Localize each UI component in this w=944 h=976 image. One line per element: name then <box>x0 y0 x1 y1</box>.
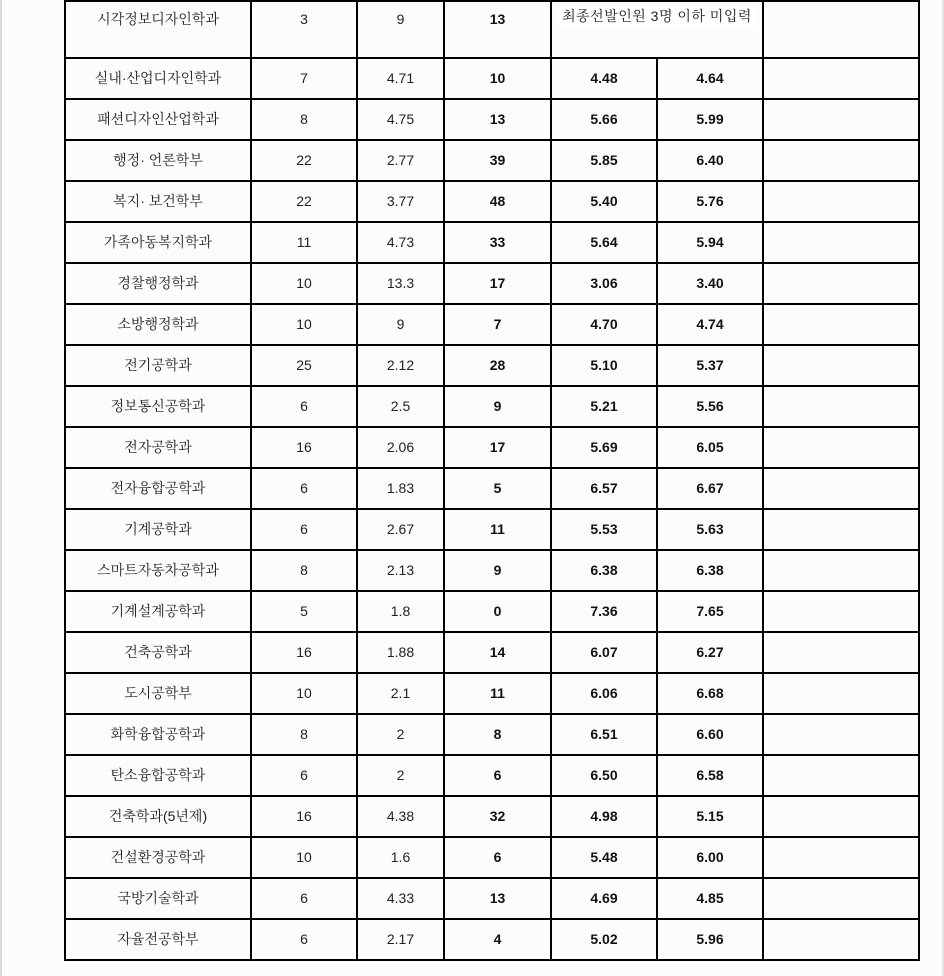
competition-ratio-cell: 2 <box>357 755 444 796</box>
remark-cell <box>763 673 919 714</box>
competition-ratio-cell: 4.73 <box>357 222 444 263</box>
remark-cell <box>763 714 919 755</box>
cutoff-grade-cell: 6.05 <box>657 427 763 468</box>
quota-cell: 11 <box>251 222 357 263</box>
cutoff-grade-cell: 6.27 <box>657 632 763 673</box>
table-row <box>65 99 919 140</box>
quota-cell: 5 <box>251 591 357 632</box>
table-body <box>65 1 919 960</box>
cutoff-grade-cell: 3.40 <box>657 263 763 304</box>
average-grade-cell: 4.98 <box>551 796 657 837</box>
cutoff-grade-cell: 6.67 <box>657 468 763 509</box>
cutoff-grade-cell: 6.00 <box>657 837 763 878</box>
average-grade-cell: 4.70 <box>551 304 657 345</box>
average-grade-cell: 5.69 <box>551 427 657 468</box>
table-row <box>65 468 919 509</box>
quota-cell: 6 <box>251 755 357 796</box>
average-grade-cell: 3.06 <box>551 263 657 304</box>
rank-cell: 28 <box>444 345 551 386</box>
department-name: 국방기술학과 <box>65 878 251 919</box>
quota-cell: 8 <box>251 714 357 755</box>
cutoff-grade-cell: 6.38 <box>657 550 763 591</box>
cutoff-grade-cell: 6.68 <box>657 673 763 714</box>
department-name: 자율전공학부 <box>65 919 251 960</box>
department-name: 가족아동복지학과 <box>65 222 251 263</box>
department-name: 탄소융합공학과 <box>65 755 251 796</box>
competition-ratio-cell: 4.75 <box>357 99 444 140</box>
table-row <box>65 263 919 304</box>
department-name: 행정· 언론학부 <box>65 140 251 181</box>
department-name: 전자공학과 <box>65 427 251 468</box>
cutoff-grade-cell: 4.64 <box>657 58 763 99</box>
quota-cell: 6 <box>251 386 357 427</box>
cutoff-grade-cell: 5.99 <box>657 99 763 140</box>
rank-cell: 39 <box>444 140 551 181</box>
table-row <box>65 673 919 714</box>
rank-cell: 48 <box>444 181 551 222</box>
cutoff-grade-cell: 4.85 <box>657 878 763 919</box>
competition-ratio-cell: 2.67 <box>357 509 444 550</box>
rank-cell: 0 <box>444 591 551 632</box>
table-row <box>65 550 919 591</box>
rank-cell: 32 <box>444 796 551 837</box>
department-name: 전기공학과 <box>65 345 251 386</box>
average-grade-cell: 5.10 <box>551 345 657 386</box>
rank-cell: 11 <box>444 673 551 714</box>
rank-cell: 8 <box>444 714 551 755</box>
table-row <box>65 919 919 960</box>
department-name: 소방행정학과 <box>65 304 251 345</box>
remark-cell <box>763 632 919 673</box>
table-row <box>65 181 919 222</box>
average-grade-cell: 6.06 <box>551 673 657 714</box>
average-grade-cell: 5.48 <box>551 837 657 878</box>
remark-cell <box>763 878 919 919</box>
department-name: 건설환경공학과 <box>65 837 251 878</box>
table-row <box>65 1 919 58</box>
rank-cell: 6 <box>444 837 551 878</box>
quota-cell: 8 <box>251 99 357 140</box>
department-name: 기계설계공학과 <box>65 591 251 632</box>
remark-cell <box>763 509 919 550</box>
average-grade-cell: 5.53 <box>551 509 657 550</box>
page-left-edge <box>0 0 2 976</box>
competition-ratio-cell: 2.12 <box>357 345 444 386</box>
remark-cell <box>763 1 919 58</box>
department-name: 실내·산업디자인학과 <box>65 58 251 99</box>
rank-cell: 13 <box>444 878 551 919</box>
quota-cell: 10 <box>251 673 357 714</box>
average-grade-cell: 4.48 <box>551 58 657 99</box>
remark-cell <box>763 468 919 509</box>
cutoff-grade-cell: 5.37 <box>657 345 763 386</box>
remark-cell <box>763 427 919 468</box>
average-grade-cell: 5.02 <box>551 919 657 960</box>
remark-cell <box>763 837 919 878</box>
average-grade-cell: 5.64 <box>551 222 657 263</box>
quota-cell: 6 <box>251 878 357 919</box>
department-name: 건축학과(5년제) <box>65 796 251 837</box>
department-name: 기계공학과 <box>65 509 251 550</box>
competition-ratio-cell: 2.13 <box>357 550 444 591</box>
table-row <box>65 427 919 468</box>
note-text: 최종선발인원 3명 이하 미입력 <box>558 6 756 28</box>
table-row <box>65 222 919 263</box>
rank-cell: 4 <box>444 919 551 960</box>
competition-ratio-cell: 2.17 <box>357 919 444 960</box>
remark-cell <box>763 140 919 181</box>
cutoff-grade-cell: 5.96 <box>657 919 763 960</box>
quota-cell: 16 <box>251 632 357 673</box>
average-grade-cell: 5.66 <box>551 99 657 140</box>
rank-cell: 7 <box>444 304 551 345</box>
average-grade-cell: 5.21 <box>551 386 657 427</box>
competition-ratio-cell: 4.33 <box>357 878 444 919</box>
department-name: 복지· 보건학부 <box>65 181 251 222</box>
quota-cell: 8 <box>251 550 357 591</box>
remark-cell <box>763 919 919 960</box>
department-name: 경찰행정학과 <box>65 263 251 304</box>
cutoff-grade-cell: 5.63 <box>657 509 763 550</box>
quota-cell: 6 <box>251 468 357 509</box>
table-row <box>65 140 919 181</box>
table-row <box>65 714 919 755</box>
competition-ratio-cell: 2 <box>357 714 444 755</box>
competition-ratio-cell: 4.38 <box>357 796 444 837</box>
cutoff-grade-cell: 7.65 <box>657 591 763 632</box>
cutoff-grade-cell: 5.94 <box>657 222 763 263</box>
competition-ratio-cell: 13.3 <box>357 263 444 304</box>
average-grade-cell: 6.51 <box>551 714 657 755</box>
rank-cell: 10 <box>444 58 551 99</box>
table-row <box>65 591 919 632</box>
rank-cell: 6 <box>444 755 551 796</box>
department-name: 정보통신공학과 <box>65 386 251 427</box>
competition-ratio-cell: 1.83 <box>357 468 444 509</box>
competition-ratio-cell: 1.8 <box>357 591 444 632</box>
rank-cell: 5 <box>444 468 551 509</box>
remark-cell <box>763 550 919 591</box>
quota-cell: 7 <box>251 58 357 99</box>
cutoff-grade-cell: 6.60 <box>657 714 763 755</box>
remark-cell <box>763 591 919 632</box>
quota-cell: 25 <box>251 345 357 386</box>
competition-ratio-cell: 2.1 <box>357 673 444 714</box>
remark-cell <box>763 345 919 386</box>
cutoff-grade-cell: 5.76 <box>657 181 763 222</box>
average-grade-cell: 5.40 <box>551 181 657 222</box>
table-row <box>65 755 919 796</box>
average-grade-cell: 6.38 <box>551 550 657 591</box>
average-grade-cell: 5.85 <box>551 140 657 181</box>
quota-cell: 10 <box>251 263 357 304</box>
cutoff-grade-cell: 6.58 <box>657 755 763 796</box>
quota-cell: 10 <box>251 837 357 878</box>
competition-ratio-cell: 3.77 <box>357 181 444 222</box>
quota-cell: 16 <box>251 796 357 837</box>
rank-cell: 17 <box>444 263 551 304</box>
quota-cell: 22 <box>251 140 357 181</box>
department-name: 패션디자인산업학과 <box>65 99 251 140</box>
table-row <box>65 632 919 673</box>
rank-cell: 14 <box>444 632 551 673</box>
competition-ratio-cell: 2.06 <box>357 427 444 468</box>
remark-cell <box>763 222 919 263</box>
rank-cell: 33 <box>444 222 551 263</box>
department-name: 전자융합공학과 <box>65 468 251 509</box>
quota-cell: 22 <box>251 181 357 222</box>
department-name: 도시공학부 <box>65 673 251 714</box>
quota-cell: 3 <box>251 1 357 58</box>
department-name: 스마트자동차공학과 <box>65 550 251 591</box>
department-name: 화학융합공학과 <box>65 714 251 755</box>
quota-cell: 6 <box>251 509 357 550</box>
department-name: 시각정보디자인학과 <box>65 1 251 58</box>
table-row <box>65 58 919 99</box>
table-row <box>65 837 919 878</box>
average-grade-cell: 6.50 <box>551 755 657 796</box>
table-row <box>65 386 919 427</box>
competition-ratio-cell: 9 <box>357 1 444 58</box>
average-grade-cell: 4.69 <box>551 878 657 919</box>
average-grade-cell: 6.57 <box>551 468 657 509</box>
cutoff-grade-cell: 5.56 <box>657 386 763 427</box>
table-row <box>65 509 919 550</box>
remark-cell <box>763 386 919 427</box>
remark-cell <box>763 99 919 140</box>
rank-cell: 13 <box>444 99 551 140</box>
competition-ratio-cell: 1.88 <box>357 632 444 673</box>
remark-cell <box>763 181 919 222</box>
competition-ratio-cell: 2.5 <box>357 386 444 427</box>
competition-ratio-cell: 4.71 <box>357 58 444 99</box>
rank-cell: 17 <box>444 427 551 468</box>
department-name: 건축공학과 <box>65 632 251 673</box>
competition-ratio-cell: 9 <box>357 304 444 345</box>
rank-cell: 9 <box>444 550 551 591</box>
rank-cell: 13 <box>444 1 551 58</box>
remark-cell <box>763 755 919 796</box>
table-row <box>65 304 919 345</box>
table-row <box>65 345 919 386</box>
average-grade-cell: 6.07 <box>551 632 657 673</box>
quota-cell: 6 <box>251 919 357 960</box>
cutoff-grade-cell: 4.74 <box>657 304 763 345</box>
admission-results-table <box>64 0 920 961</box>
remark-cell <box>763 58 919 99</box>
quota-cell: 10 <box>251 304 357 345</box>
note-merged-cell <box>551 1 763 58</box>
rank-cell: 11 <box>444 509 551 550</box>
cutoff-grade-cell: 6.40 <box>657 140 763 181</box>
remark-cell <box>763 304 919 345</box>
quota-cell: 16 <box>251 427 357 468</box>
rank-cell: 9 <box>444 386 551 427</box>
remark-cell <box>763 263 919 304</box>
table-row <box>65 796 919 837</box>
competition-ratio-cell: 1.6 <box>357 837 444 878</box>
table-row <box>65 878 919 919</box>
competition-ratio-cell: 2.77 <box>357 140 444 181</box>
average-grade-cell: 7.36 <box>551 591 657 632</box>
cutoff-grade-cell: 5.15 <box>657 796 763 837</box>
remark-cell <box>763 796 919 837</box>
